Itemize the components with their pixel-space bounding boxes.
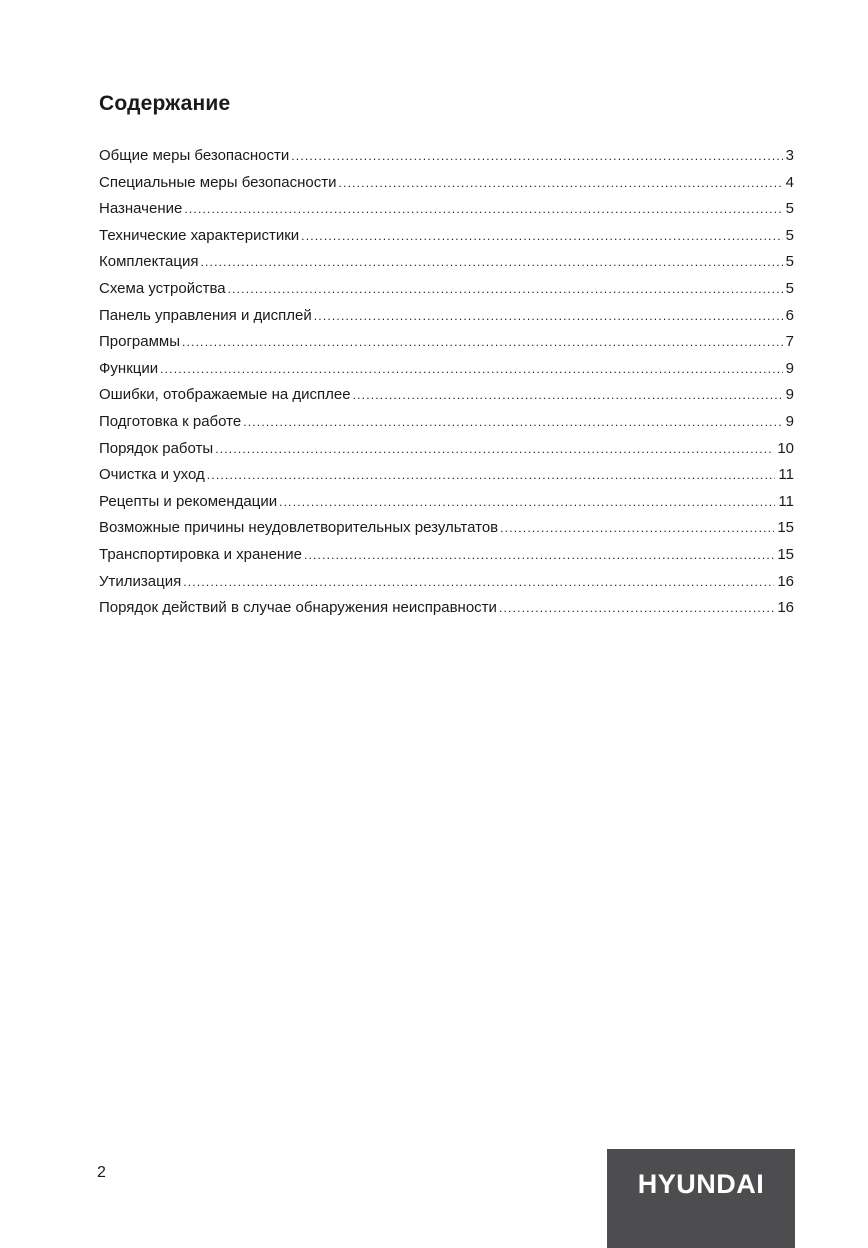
toc-entry-page: 4 — [785, 173, 794, 191]
toc-entry[interactable] — [99, 249, 794, 276]
toc-entry[interactable] — [99, 196, 794, 223]
toc-entry-page: 9 — [785, 359, 794, 377]
toc-entry[interactable] — [99, 143, 794, 170]
toc-entry-label: Технические характеристики — [99, 226, 300, 244]
toc-entry-page: 5 — [785, 200, 794, 218]
toc-entry[interactable] — [99, 356, 794, 383]
toc-dot-leader — [183, 576, 774, 588]
toc-dot-leader — [353, 389, 783, 401]
toc-entry-page: 9 — [785, 412, 794, 430]
toc-dot-leader — [499, 602, 774, 614]
toc-dot-leader — [215, 443, 774, 455]
toc-dot-leader — [184, 203, 782, 215]
toc-dot-leader — [160, 363, 783, 375]
toc-entry-page: 11 — [778, 466, 794, 484]
toc-entry[interactable] — [99, 569, 794, 596]
toc-entry-label: Возможные причины неудовлетворительных результатов — [99, 519, 499, 537]
toc-dot-leader — [314, 310, 783, 322]
toc-entry[interactable] — [99, 436, 794, 463]
toc-entry-page: 5 — [785, 253, 794, 271]
toc-entry-page: 16 — [777, 572, 794, 590]
toc-dot-leader — [182, 336, 783, 348]
toc-entry-page: 9 — [785, 386, 794, 404]
toc-entry-page: 7 — [785, 333, 794, 351]
toc-entry-page: 6 — [785, 306, 794, 324]
toc-entry-page: 15 — [777, 545, 794, 563]
toc-dot-leader — [243, 416, 782, 428]
brand-logo-text: HYUNDAI — [637, 1169, 765, 1199]
toc-entry[interactable] — [99, 170, 794, 197]
toc-entry-label: Порядок работы — [99, 439, 214, 457]
toc-entry-page: 10 — [777, 439, 794, 457]
brand-logo-box — [607, 1149, 795, 1248]
toc-entry[interactable] — [99, 382, 794, 409]
toc-entry-label: Специальные меры безопасности — [99, 173, 337, 191]
toc-dot-leader — [301, 230, 783, 242]
table-of-contents — [99, 143, 794, 622]
toc-entry[interactable] — [99, 276, 794, 303]
toc-dot-leader — [304, 549, 774, 561]
toc-title: Содержание — [99, 92, 231, 115]
toc-entry-label: Схема устройства — [99, 279, 226, 297]
toc-entry-label: Транспортировка и хранение — [99, 545, 302, 563]
toc-entry-page: 5 — [785, 279, 794, 297]
toc-entry-page: 5 — [785, 226, 794, 244]
toc-entry-label: Подготовка к работе — [99, 412, 242, 430]
page-number: 2 — [97, 1164, 106, 1181]
toc-entry-label: Комплектация — [99, 253, 199, 271]
toc-dot-leader — [291, 150, 782, 162]
toc-dot-leader — [200, 256, 782, 268]
toc-entry[interactable] — [99, 223, 794, 250]
toc-entry-label: Ошибки, отображаемые на дисплее — [99, 386, 351, 404]
toc-dot-leader — [339, 177, 783, 189]
toc-entry[interactable] — [99, 542, 794, 569]
toc-entry[interactable] — [99, 595, 794, 622]
toc-entry[interactable] — [99, 409, 794, 436]
toc-dot-leader — [228, 283, 783, 295]
toc-entry-label: Порядок действий в случае обнаружения неисправности — [99, 599, 497, 617]
toc-dot-leader — [500, 522, 774, 534]
toc-entry[interactable] — [99, 329, 794, 356]
toc-entry-label: Программы — [99, 333, 181, 351]
toc-entry-label: Панель управления и дисплей — [99, 306, 312, 324]
toc-entry[interactable] — [99, 515, 794, 542]
toc-entry-label: Функции — [99, 359, 159, 377]
toc-entry-label: Общие меры безопасности — [99, 147, 290, 164]
toc-entry[interactable] — [99, 303, 794, 330]
toc-entry-page: 15 — [777, 519, 794, 537]
toc-entry-label: Рецепты и рекомендации — [99, 492, 278, 510]
toc-entry[interactable] — [99, 462, 794, 489]
toc-entry-label: Назначение — [99, 200, 183, 218]
toc-entry-page: 11 — [778, 492, 794, 510]
toc-entry-label: Утилизация — [99, 572, 182, 590]
toc-entry-page: 3 — [785, 147, 794, 164]
toc-dot-leader — [279, 496, 775, 508]
toc-entry[interactable] — [99, 489, 794, 516]
toc-entry-label: Очистка и уход — [99, 466, 205, 484]
toc-entry-page: 16 — [777, 599, 794, 617]
toc-dot-leader — [207, 469, 776, 481]
